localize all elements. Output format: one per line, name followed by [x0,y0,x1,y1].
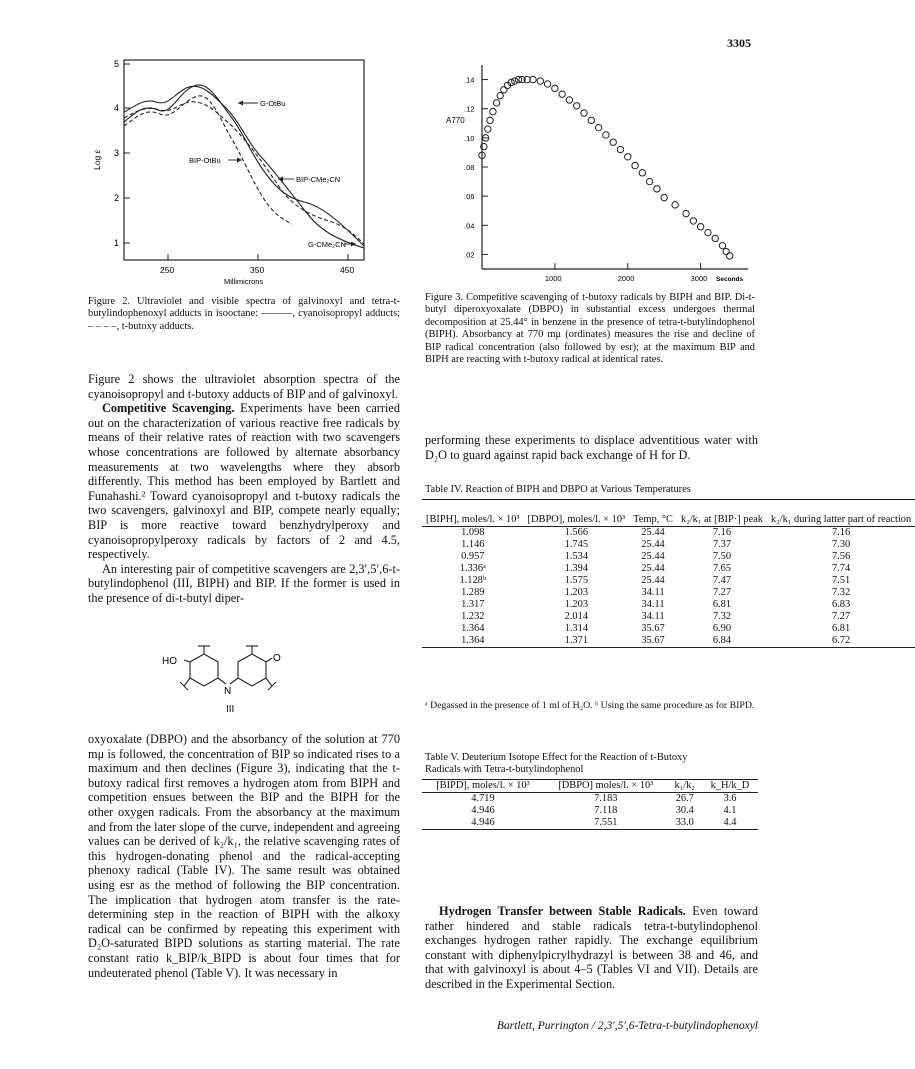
fig3-ytick: .14 [464,75,475,85]
structure-n: N [224,686,232,697]
table-cell: 6.83 [831,599,851,610]
data-point [661,194,667,200]
fig2-xtick: 350 [250,265,265,275]
data-point [559,91,565,97]
data-point [723,248,729,254]
data-point [719,242,725,248]
table-cell: 4.946 [471,805,495,816]
fig3-ytick: .10 [464,133,475,143]
table-header-cell: k₂/k₁ at [BIP·] peak [677,500,767,527]
table-5 [422,779,758,830]
table-cell: 33.0 [668,817,702,830]
table-cell: 1.289 [461,587,485,598]
table-header-cell: [DBPO], moles/l. × 10³ [524,500,630,527]
table-cell: 7.74 [831,563,851,574]
fig3-ytick: .04 [464,221,475,231]
table-cell: 1.371 [524,635,630,648]
fig3-xtick: 1000 [544,274,562,283]
table-cell: 26.7 [675,793,694,804]
data-point [646,178,652,184]
data-point [639,170,645,176]
table-cell: 7.118 [594,805,618,816]
table-cell: 1.364 [461,623,485,634]
table-cell: 1.314 [564,623,589,634]
paragraph: oxyoxalate (DBPO) and the absorbancy of the solution at 770 mμ is followed, the concentration of BIP so indicated rises to a maximum and then declines (Figure 3), indicating that the t-butoxy radical first removes a hydrogen atom from BIPH and competition ensues between the BIP and the BIPH for the other oxygen radicals. From the absorbancy at the maximum and from the later slope of the curve, independent and agreeing values can be derived of k₂/k₁, the relative scavenging rates of this hydrogen-donating phenol and the radical-accepting phenoxy radical (Table IV). The same result was obtained using esr as the method of following the BIP concentration. The implication that hydrogen atom transfer is the rate-determining step in the reaction of BIPH with the alkoxy radical can be confirmed by repeating this experiment with D₂O-saturated BIPD solutions as starting material. The rate constant ratio k_BIP/k_BIPD is about four times that for undeuterated phenol (Table V). It was necessary in [88,732,400,980]
fig2-ytick: 3 [114,148,120,158]
paragraph: performing these experiments to displace adventitious water with D₂O to guard against rapid back exchange of H for D. [425,433,758,462]
table-cell: 7.56 [831,551,851,562]
table-cell: 1.534 [564,551,589,562]
data-point [487,117,493,123]
data-point [617,146,623,152]
table-row [422,817,758,830]
running-footer: Bartlett, Purrington / 2,3′,5′,6-Tetra-t-butylindophenoxyl [496,1020,758,1032]
table-cell: 1.364 [422,635,524,648]
table-cell: 1.232 [461,611,485,622]
table-cell: 1.575 [564,575,589,586]
table-row [422,587,915,599]
paragraph [88,401,400,562]
table-4-title: Table IV. Reaction of BIPH and DBPO at Various Temperatures [425,484,691,495]
table-cell: 25.44 [641,527,665,538]
table-cell: 7.47 [712,575,732,586]
data-point [574,103,580,109]
fig2-ytick: 4 [114,103,120,113]
table-cell: 25.44 [641,539,665,550]
table-header-cell: [DBPO] moles/l. × 10³ [544,780,668,793]
fig3-ytick: .02 [464,250,475,260]
data-point [727,253,733,259]
table-cell: 25.44 [641,563,665,574]
table-cell: 4.719 [471,793,495,804]
table-cell: 1.128ᵇ [459,575,487,586]
table-cell: 7.27 [831,611,851,622]
table-cell: 1.203 [564,599,589,610]
table-header-row [422,780,758,793]
data-point [566,97,572,103]
fig2-ylabel: Log ε [92,149,102,170]
data-point [537,78,543,84]
data-point [683,210,689,216]
data-point [672,202,678,208]
table-cell: 7.551 [544,817,668,830]
data-point [697,224,703,230]
table-row [422,635,915,648]
data-point [603,132,609,138]
table-5-title: Table V. Deuterium Isotope Effect for the Reaction of t-Butoxy Radicals with Tetra-t-butylindophenol [425,752,688,776]
data-point [490,108,496,114]
table-row [422,539,915,551]
table-cell: 34.11 [641,587,665,598]
table-cell: 7.16 [831,527,851,538]
table-cell: 4.946 [422,817,544,830]
page-number: 3305 [727,36,751,50]
data-point [493,100,499,106]
fig2-xlabel: Millimicrons [224,277,264,286]
table-cell: 7.16 [712,527,732,538]
table-cell: 25.44 [641,575,665,586]
section-heading: Hydrogen Transfer between Stable Radicals. [439,904,686,918]
table-cell: 2.014 [564,611,589,622]
data-point [654,186,660,192]
table-cell: 1.336ᵃ [459,563,486,574]
table-row [422,805,758,817]
data-point [581,110,587,116]
table-cell: 1.745 [564,539,589,550]
section-heading: Competitive Scavenging. [102,401,235,416]
table-header-cell: [BIPD], moles/l. × 10³ [422,780,544,793]
data-point [544,81,550,87]
data-point [552,85,558,91]
table-cell: 7.50 [712,551,732,562]
table-cell: 7.51 [831,575,851,586]
fig3-xtick: 3000 [690,274,708,283]
data-point [501,87,507,93]
data-point [712,235,718,241]
fig3-xlabel: Seconds [716,276,744,283]
figure-2-caption: Figure 2. Ultraviolet and visible spectra of galvinoxyl and tetra-t-butylindophenoxyl adducts in isooctane: ———, cyanoisopropyl adducts; – – – –, t-butoxy adducts. [88,296,400,332]
table-header-cell: [BIPH], moles/l. × 10³ [422,500,524,527]
table-row [422,563,915,575]
fig2-label-g-otbu: G-OtBu [260,99,286,108]
paragraph: An interesting pair of competitive scavengers are 2,3′,5′,6-t-butylindophenol (III, BIPH) and BIP. If the former is used in the presence of di-t-butyl diper- [88,561,400,605]
table-row [422,793,758,806]
table-cell: 7.183 [594,793,618,804]
table-cell: 7.65 [712,563,732,574]
structure-iii [160,642,320,717]
data-point [588,117,594,123]
table-cell: 7.27 [712,587,732,598]
data-point [625,154,631,160]
table-cell: 7.30 [831,539,851,550]
fig2-ytick: 2 [114,193,120,203]
table-cell: 1.566 [564,527,589,538]
data-point [610,139,616,145]
table-header-cell: k₂/k₁ during latter part of reaction [767,500,915,527]
table-4-footnote: ᵃ Degassed in the presence of 1 ml of H₂O. ᵇ Using the same procedure as for BIPD. [425,700,755,711]
fig3-xtick: 2000 [617,274,635,283]
data-point [632,162,638,168]
fig2-xtick: 450 [340,265,355,275]
paragraph-text: Experiments have been carried out on the characterization of various reactive free radicals by means of their relative rates of reaction with two scavengers whose concentrations are followed by alternate absorbancy measurements at two wavelengths where they absorb differently. This method has been employed by Bartlett and Funahashi.² Toward cyanoisopropyl and t-butoxy radicals the two scavengers, galvinoxyl and BIP, compete nearly equally; BIP is more reactive toward benzhydrylperoxy and cyanoisopropylperoxy radicals by factors of 2 and 4.5, respectively. [88,401,400,562]
table-cell: 6.72 [767,635,915,648]
data-point [595,124,601,130]
data-point [690,218,696,224]
table-cell: 3.6 [723,793,737,804]
figure-3-scatter [430,55,760,285]
table-cell: 6.90 [712,623,732,634]
table-cell: 1.203 [564,587,589,598]
fig3-ytick: .08 [464,163,475,172]
table-cell: 7.37 [712,539,732,550]
left-column-top [88,372,400,606]
table-cell: 35.67 [629,635,677,648]
table-row [422,623,915,635]
fig2-label-bip-otbu: BIP-OtBu [189,156,221,165]
paragraph-text: Even toward rather hindered and stable radicals tetra-t-butylindophenol exchanges hydrogen rather rapidly. The exchange equilibrium constant with diphenylpicrylhydrazyl is between 38 and 46, and that with galvinoxyl is about 4–5 (Tables VI and VII). Details are described in the Experimental Section. [425,904,758,991]
table-cell: 35.67 [641,623,665,634]
table-header-cell: k₁/k₂ [668,780,702,793]
fig3-ytick: .06 [464,192,475,202]
structure-label: III [226,704,235,715]
fig2-xtick: 250 [160,265,175,275]
data-point [512,78,518,84]
fig2-ytick: 5 [114,59,120,69]
table-header-row [422,500,915,527]
fig3-ylabel: A770 [446,116,465,125]
table-cell: 34.11 [641,599,665,610]
table-4 [422,499,915,648]
table-cell: 4.4 [702,817,758,830]
table-row [422,527,915,540]
table-cell: 1.394 [564,563,589,574]
table-cell: 4.1 [723,805,737,816]
table-cell: 7.32 [712,611,732,622]
table-cell: 25.44 [641,551,665,562]
table-row [422,611,915,623]
table-header-cell: Temp, °C [629,500,677,527]
table-cell: 34.11 [641,611,665,622]
fig2-label-g-cme2cn: G-CMe₂CN [308,240,346,249]
table-row [422,575,915,587]
table-header-cell: k_H/k_D [702,780,758,793]
table-cell: 6.81 [712,599,732,610]
paragraph: Figure 2 shows the ultraviolet absorption spectra of the cyanoisopropyl and t-butoxy adducts of BIP and of galvinoxyl. [88,372,400,401]
structure-o: O [273,653,281,664]
table-cell: 1.146 [461,539,485,550]
figure-3-caption: Figure 3. Competitive scavenging of t-butoxy radicals by BIPH and BIP. Di-t-butyl diperoxyoxalate (DBPO) in substantial excess undergoes thermal decomposition at 25.44° in benzene in the presence of tetra-t-butylindophenol (BIPH). Absorbancy at 770 mμ (ordinates) measures the rise and decline of BIP radical concentration (also followed by esr); at the maximum BIP and BIPH are reacting with t-butoxy radical at identical rates. [425,292,755,366]
table-cell: 6.81 [831,623,851,634]
table-cell: 1.098 [461,527,485,538]
table-cell: 0.957 [461,551,485,562]
fig2-label-bip-cme2cn: BIP-CMe₂CN [296,175,341,184]
data-point [497,92,503,98]
table-row [422,551,915,563]
fig3-ytick: .12 [464,104,475,114]
data-point [705,229,711,235]
table-row [422,599,915,611]
table-cell: 7.32 [831,587,851,598]
table-cell: 6.84 [677,635,767,648]
data-point [485,126,491,132]
table-cell: 30.4 [675,805,694,816]
structure-ho: HO [162,656,177,667]
figure-2-spectra [88,52,388,292]
table-cell: 1.317 [461,599,485,610]
paragraph [425,904,758,992]
fig2-ytick: 1 [114,238,120,248]
